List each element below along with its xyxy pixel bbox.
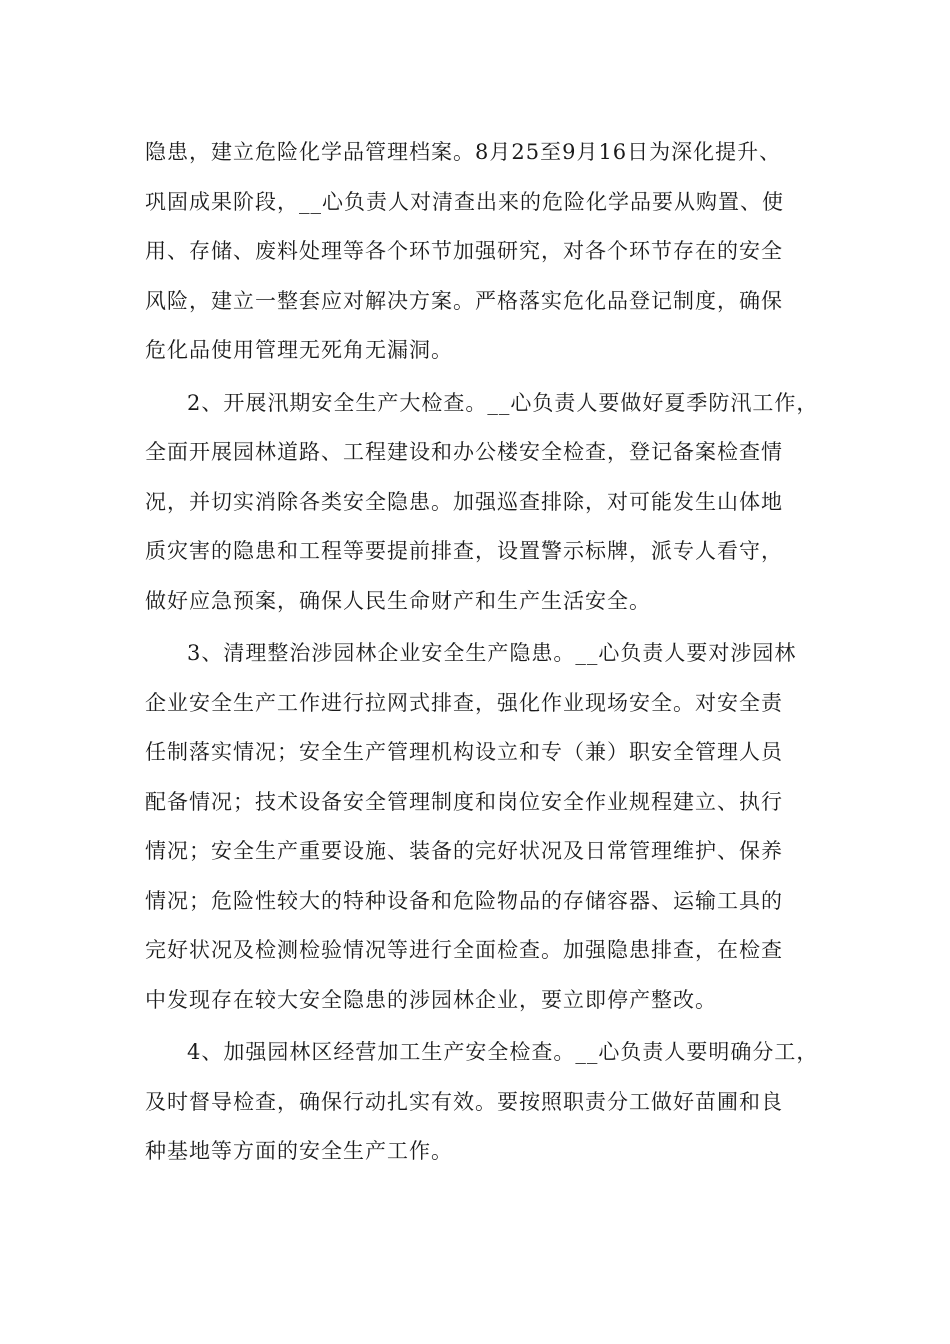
paragraph-start-line: 2、开展汛期安全生产大检查。__心负责人要做好夏季防汛工作，	[187, 390, 819, 415]
text-line: 情况；安全生产重要设施、装备的完好状况及日常管理维护、保养	[145, 839, 783, 863]
text-line: 种基地等方面的安全生产工作。	[145, 1139, 453, 1163]
text-line: 用、存储、废料处理等各个环节加强研究，对各个环节存在的安全	[145, 239, 783, 263]
text-line: 隐患，建立危险化学品管理档案。8月25至9月16日为深化提升、	[145, 140, 782, 164]
text-line: 风险，建立一整套应对解决方案。严格落实危化品登记制度，确保	[145, 288, 783, 313]
text-line: 危化品使用管理无死角无漏洞。	[145, 338, 453, 362]
text-line: 质灾害的隐患和工程等要提前排查，设置警示标牌，派专人看守，	[145, 539, 783, 563]
text-line: 企业安全生产工作进行拉网式排查，强化作业现场安全。对安全责	[145, 690, 783, 715]
text-line: 配备情况；技术设备安全管理制度和岗位安全作业规程建立、执行	[145, 789, 783, 814]
document-body	[145, 128, 825, 1177]
text-line: 情况；危险性较大的特种设备和危险物品的存储容器、运输工具的	[145, 888, 783, 913]
text-line: 中发现存在较大安全隐患的涉园林企业，要立即停产整改。	[145, 987, 717, 1012]
text-line: 巩固成果阶段，__心负责人对清查出来的危险化学品要从购置、使	[145, 189, 784, 214]
text-line: 做好应急预案，确保人民生命财产和生产生活安全。	[145, 588, 651, 613]
text-line: 况，并切实消除各类安全隐患。加强巡查排除，对可能发生山体地	[145, 489, 783, 514]
text-line: 任制落实情况；安全生产管理机构设立和专（兼）职安全管理人员	[145, 740, 783, 764]
paragraph-start-line: 4、加强园林区经营加工生产安全检查。__心负责人要明确分工，	[187, 1040, 819, 1064]
text-line: 完好状况及检测检验情况等进行全面检查。加强隐患排查，在检查	[145, 938, 783, 962]
text-line: 及时督导检查，确保行动扎实有效。要按照职责分工做好苗圃和良	[145, 1089, 783, 1114]
paragraph-start-line: 3、清理整治涉园林企业安全生产隐患。__心负责人要对涉园林	[187, 641, 797, 665]
text-line: 全面开展园林道路、工程建设和办公楼安全检查，登记备案检查情	[145, 440, 783, 464]
